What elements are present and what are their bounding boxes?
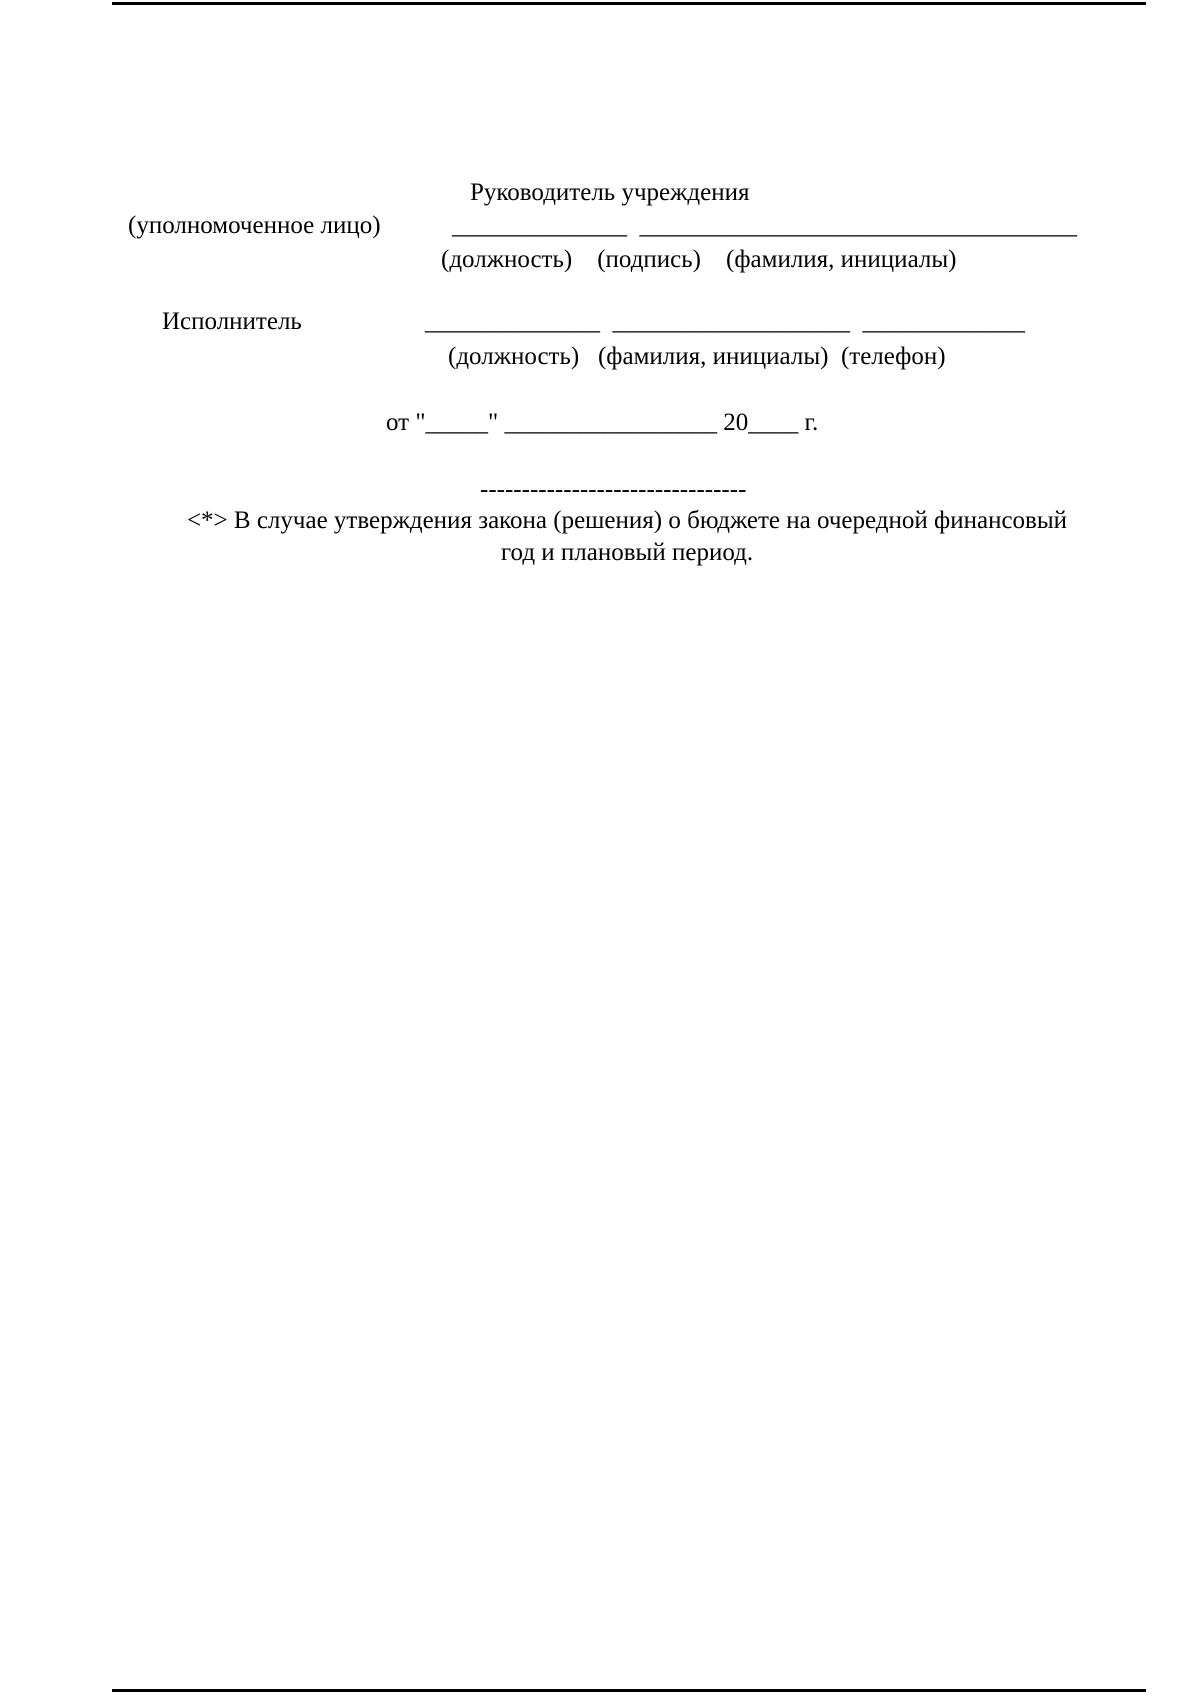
- executor-signature-blanks: ______________ ___________________ _____________: [425, 308, 1025, 335]
- footnote-separator: --------------------------------: [480, 476, 747, 503]
- head-captions: (должность) (подпись) (фамилия, инициалы): [441, 246, 957, 273]
- top-rule: [112, 2, 1146, 5]
- head-subtitle: (уполномоченное лицо): [128, 212, 381, 239]
- bottom-rule: [112, 1689, 1146, 1692]
- footnote-text-line-1: <*> В случае утверждения закона (решения) о бюджете на очередной финансовый: [186, 507, 1068, 534]
- head-signature-blanks: ______________ ___________________________________: [452, 212, 1077, 239]
- footnote-text-line-2: год и плановый период.: [500, 539, 754, 566]
- executor-captions: (должность) (фамилия, инициалы) (телефон): [448, 343, 946, 370]
- date-line: от "_____" _________________ 20____ г.: [386, 409, 819, 436]
- executor-label: Исполнитель: [162, 308, 302, 335]
- head-title: Руководитель учреждения: [470, 179, 750, 206]
